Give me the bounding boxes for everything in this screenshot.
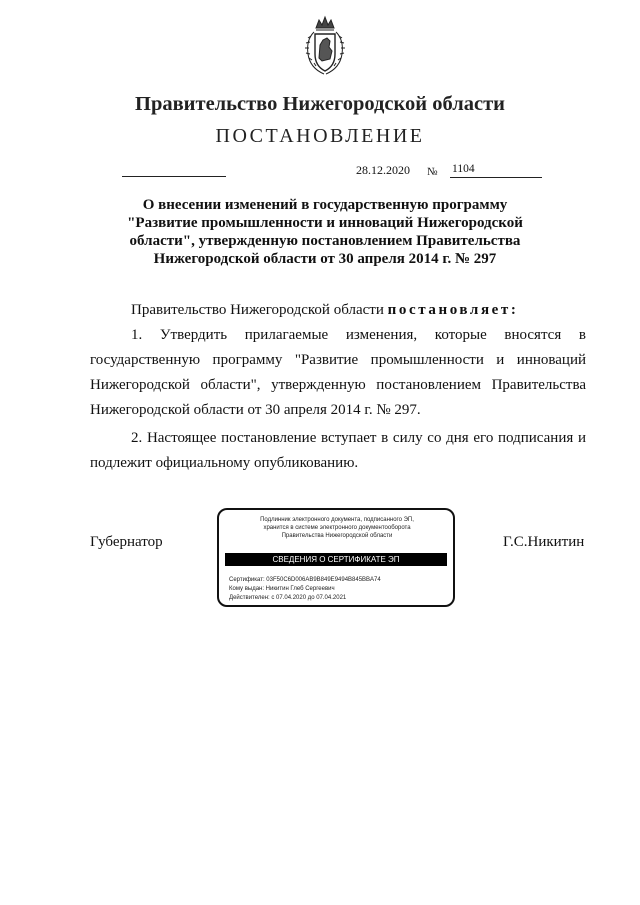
decrees-word: постановляет: [387,302,519,318]
paragraph-2-text: 2. Настоящее постановление вступает в силу со дня его подписания и подлежит официальному опубликованию. [90,430,586,471]
certificate-validity: Действителен: с 07.04.2020 до 07.04.2021 [229,595,347,601]
number-sign: № [427,166,438,178]
government-title: Правительство Нижегородской области [135,93,505,115]
subject-line: О внесении изменений в государственную программу [142,197,508,213]
paragraph-1-first-line [90,323,586,348]
paragraph-2 [90,426,586,476]
certificate-serial: Сертификат: 03F50C6D006AB9B849E9494B845BBA74 [229,577,381,583]
document-date: 28.12.2020 [356,163,410,177]
stamp-notice-line: Подлинник электронного документа, подписанного ЭП, [260,517,414,523]
paragraph-1-rest: государственную программу "Развитие промышленности и инноваций Нижегородской области", утвержденную постановлением Правительства Нижегородской области от 30 апреля 2014 г. № 297. [90,352,586,418]
stamp-notice-line: хранится в системе электронного документооборота [263,525,411,531]
subject-line: области", утвержденную постановлением Правительства [129,233,521,249]
document-subject [110,196,540,268]
blank-date-line [122,176,226,177]
signer-title: Губернатор [90,534,163,550]
subject-line: "Развитие промышленности и инноваций Нижегородской [127,215,523,231]
certificate-owner: Кому выдан: Никитин Глеб Сергеевич [229,586,335,592]
stamp-notice [225,516,449,540]
coat-of-arms-emblem [302,14,348,78]
stamp-notice-line: Правительства Нижегородской области [281,533,393,539]
certificate-header-band: СВЕДЕНИЯ О СЕРТИФИКАТЕ ЭП [225,553,447,566]
paragraph-1-start: 1. Утвердить прилагаемые изменения, которые вносятся в [131,327,586,343]
electronic-signature-stamp [217,508,455,607]
number-underline [450,177,542,178]
lead-text: Правительство Нижегородской области [131,302,388,318]
subject-line: Нижегородской области от 30 апреля 2014 г. № 297 [153,251,497,267]
document-type: ПОСТАНОВЛЕНИЕ [215,125,425,147]
signer-name: Г.С.Никитин [503,534,585,550]
document-number: 1104 [452,163,475,175]
decree-lead-paragraph [90,298,586,323]
